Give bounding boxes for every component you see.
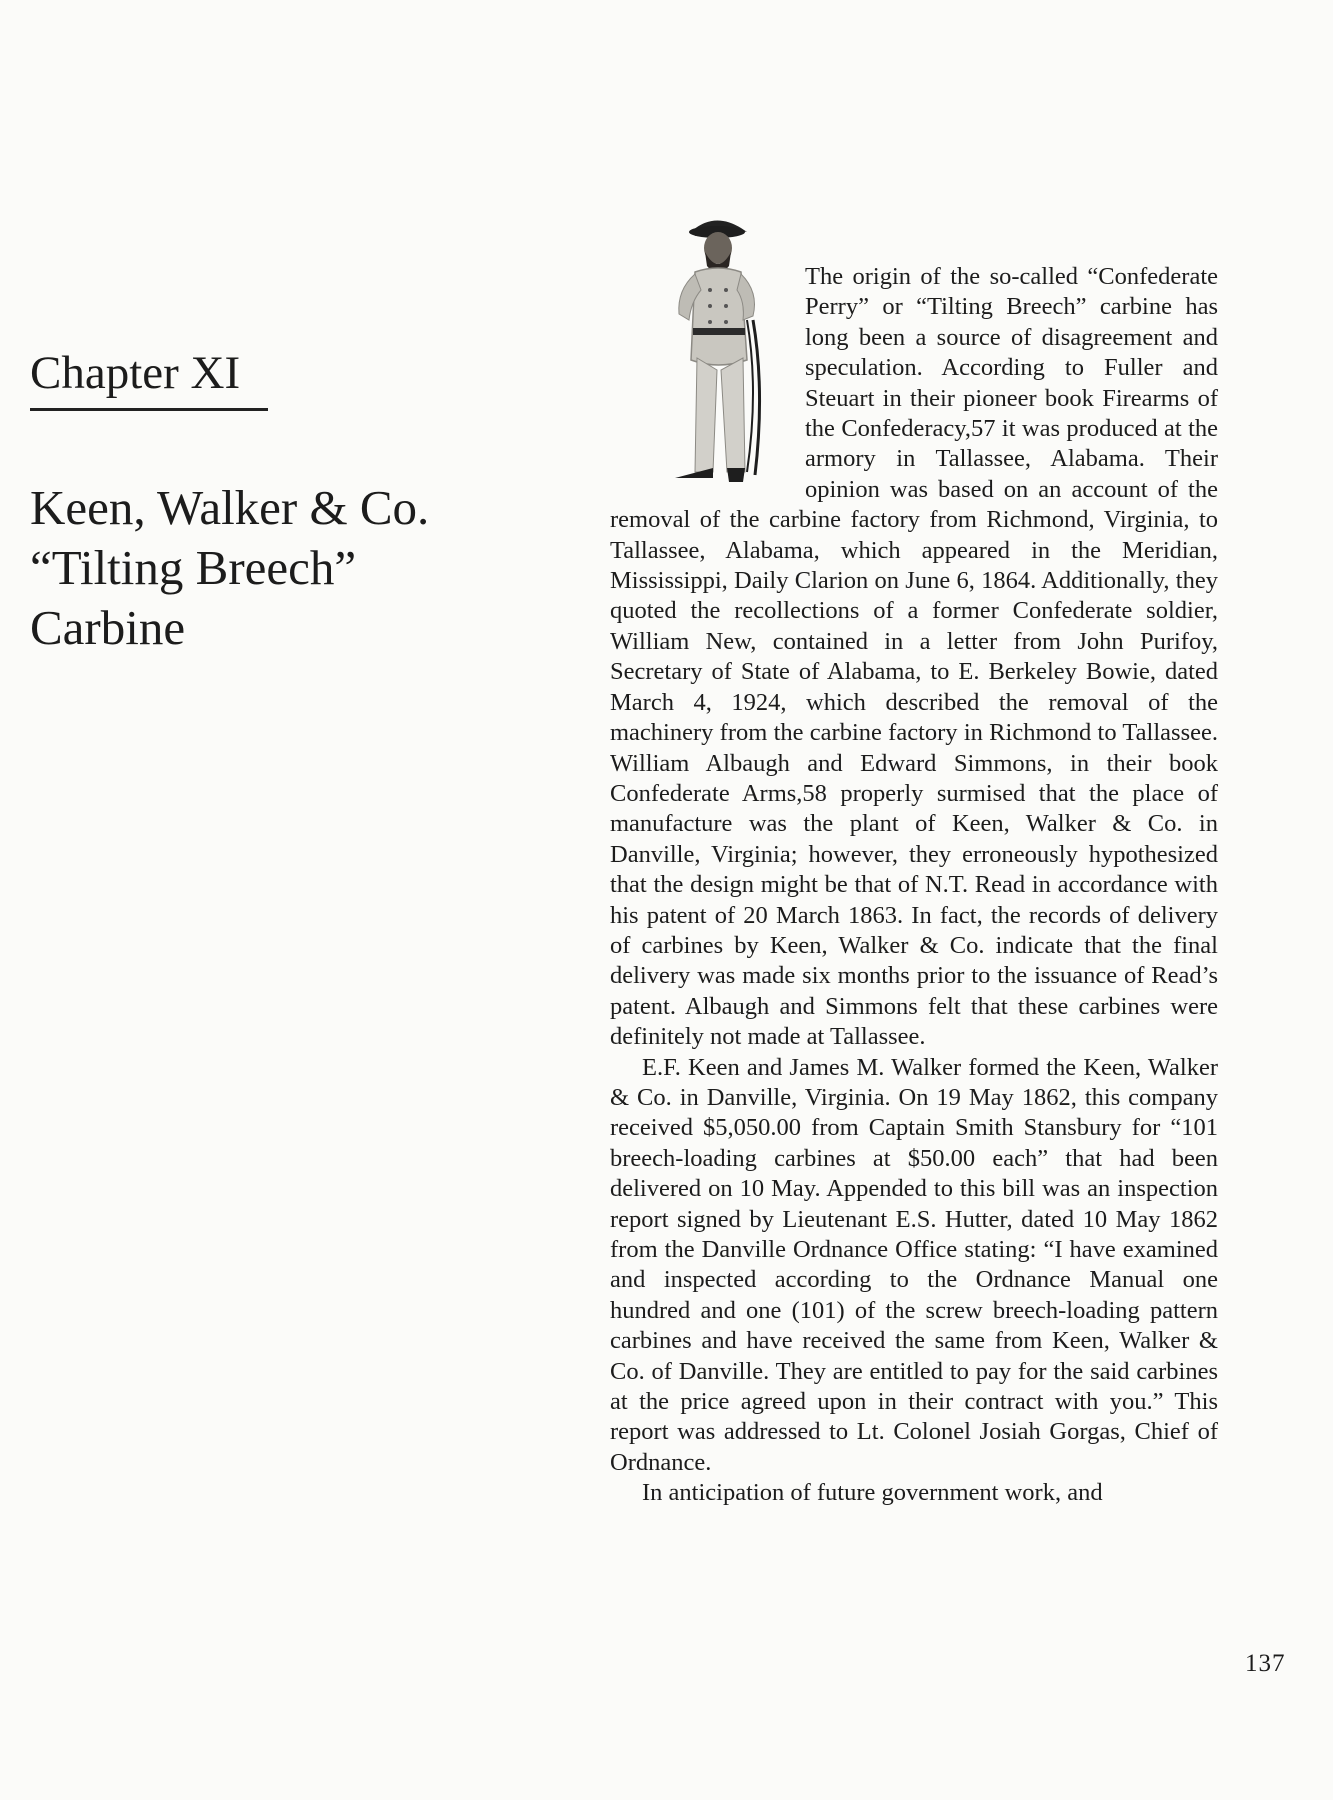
chapter-heading: Chapter XI: [30, 347, 241, 399]
chapter-title: [30, 478, 490, 658]
body-text: [610, 262, 1218, 1509]
title-line: “Tilting Breech”: [30, 540, 357, 595]
paragraph: E.F. Keen and James M. Walker formed the Keen, Walker & Co. in Danville, Virginia. On 19 May 1862, this company received $5,050.00 from Captain Smith Stansbury for “101 breech-loading carbines at $50.00 each” that had been delivered on 10 May. Appended to this bill was an inspection report signed by Lieutenant E.S. Hutter, dated 10 May 1862 from the Danville Ordnance Office stating: “I have examined and inspected according to the Ordnance Manual one hundred and one (101) of the screw breech-loading pattern carbines and have received the same from Keen, Walker & Co. of Danville. They are entitled to pay for the said carbines at the price agreed upon in their contract with you.” This report was addressed to Lt. Colonel Josiah Gorgas, Chief of Ordnance.: [610, 1053, 1218, 1476]
chapter-underline: [30, 408, 268, 411]
page-number: 137: [1245, 1650, 1286, 1677]
title-line: Carbine: [30, 600, 186, 655]
title-line: Keen, Walker & Co.: [30, 480, 430, 535]
paragraph: In anticipation of future government work, and: [642, 1479, 1103, 1507]
paragraph: The origin of the so-called “Confederate Perry” or “Tilting Breech” carbine has long been a source of disagreement and speculation. According to Fuller and Steuart in their pioneer book Firearms of the Confederacy,57 it was produced at the armory in Tallassee, Alabama. Their opinion was based on an account of the removal of the carbine factory from Richmond, Virginia, to Tallassee, Alabama, which appeared in the Meridian, Mississippi, Daily Clarion on June 6, 1864. Additionally, they quoted the recollections of a former Confederate soldier, William New, contained in a letter from John Purifoy, Secretary of State of Alabama, to E. Berkeley Bowie, dated March 4, 1924, which described the removal of the machinery from the carbine factory in Richmond to Tallassee. William Albaugh and Edward Simmons, in their book Confederate Arms,58 properly surmised that the place of manufacture was the plant of Keen, Walker & Co. in Danville, Virginia; however, they erroneously hypothesized that the design might be that of N.T. Read in accordance with his patent of 20 March 1863. In fact, the records of delivery of carbines by Keen, Walker & Co. indicate that the final delivery was made six months prior to the issuance of Read’s patent. Albaugh and Simmons felt that these carbines were definitely not made at Tallassee.: [610, 263, 1218, 1051]
figure-wrap-spacer: [610, 262, 805, 505]
